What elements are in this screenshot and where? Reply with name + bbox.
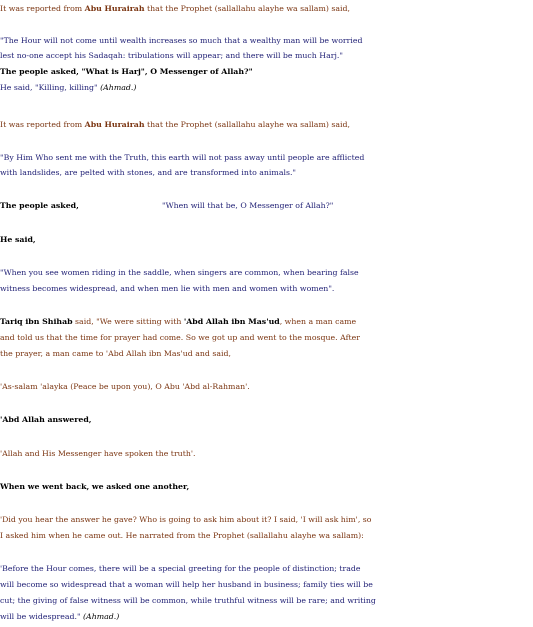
hadith2-answer-line-1: "When you see women riding in the saddle, when singers are common, when bearing false <box>0 268 359 277</box>
hadith3-greeting: 'As-salam 'alayka (Peace be upon you), O Abu 'Abd al-Rahman'. <box>0 382 250 391</box>
companion-name: 'Abd Allah ibn Mas'ud <box>183 317 280 326</box>
hadith3-line-2: and told us that the time for prayer had come. So we got up and went to the mosque. After <box>0 333 360 342</box>
hadith3-line-3: the prayer, a man came to 'Abd Allah ibn Mas'ud and said, <box>0 349 231 358</box>
hadith3-line-1: Tariq ibn Shihab said, "We were sitting with 'Abd Allah ibn Mas'ud, when a man came <box>0 317 357 326</box>
narrator-name: Tariq ibn Shihab <box>0 317 73 326</box>
hadith3-final-line-2: will become so widespread that a woman will help her husband in business; family ties will be <box>0 580 373 589</box>
hadith3-final-line-1: 'Before the Hour comes, there will be a special greeting for the people of distinction; trade <box>0 564 361 573</box>
hadith3-final-line-4: will be widespread." (Ahmad.) <box>0 612 120 621</box>
hadith2-question-label: The people asked, <box>0 201 79 210</box>
hadith3-answered-text: 'Allah and His Messenger have spoken the truth'. <box>0 449 196 458</box>
hadith3-answered-label: 'Abd Allah answered, <box>0 415 92 424</box>
hadith3-went-back: When we went back, we asked one another, <box>0 482 190 491</box>
hadith2-quote-line-2: with landslides, are pelted with stones, and are transformed into animals." <box>0 168 297 177</box>
source-citation: (Ahmad.) <box>100 83 137 92</box>
hadith1-quote-line-1: "The Hour will not come until wealth increases so much that a wealthy man will be worried <box>0 36 363 45</box>
hadith3-final-line-3: cut; the giving of false witness will be common, while truthful witness will be rare; and writing <box>0 596 376 605</box>
hadith3-asked-line-2: I asked him when he came out. He narrated from the Prophet (sallallahu alayhe wa sallam): <box>0 531 364 540</box>
hadith2-intro: It was reported from Abu Hurairah that the Prophet (sallallahu alayhe wa sallam) said, <box>0 120 350 129</box>
hadith1-quote-line-2: lest no-one accept his Sadaqah: tribulations will appear; and there will be much Harj." <box>0 51 343 60</box>
hadith1-question: The people asked, "What is Harj", O Messenger of Allah?" <box>0 67 253 76</box>
hadith2-answer-line-2: witness becomes widespread, and when men lie with men and women with women". <box>0 284 335 293</box>
hadith1-intro: It was reported from Abu Hurairah that the Prophet (sallallahu alayhe wa sallam) said, <box>0 4 350 13</box>
hadith3-asked-line-1: 'Did you hear the answer he gave? Who is going to ask him about it? I said, 'I will ask him', so <box>0 515 372 524</box>
hadith2-question-text: "When will that be, O Messenger of Allah?" <box>162 201 334 210</box>
source-citation: (Ahmad.) <box>83 612 120 621</box>
hadith1-answer: He said, "Killing, killing" (Ahmad.) <box>0 83 137 92</box>
hadith2-quote-line-1: "By Him Who sent me with the Truth, this earth will not pass away until people are afflicted <box>0 153 365 162</box>
narrator-name: Abu Hurairah <box>84 4 145 13</box>
narrator-name: Abu Hurairah <box>84 120 145 129</box>
hadith2-he-said: He said, <box>0 235 36 244</box>
